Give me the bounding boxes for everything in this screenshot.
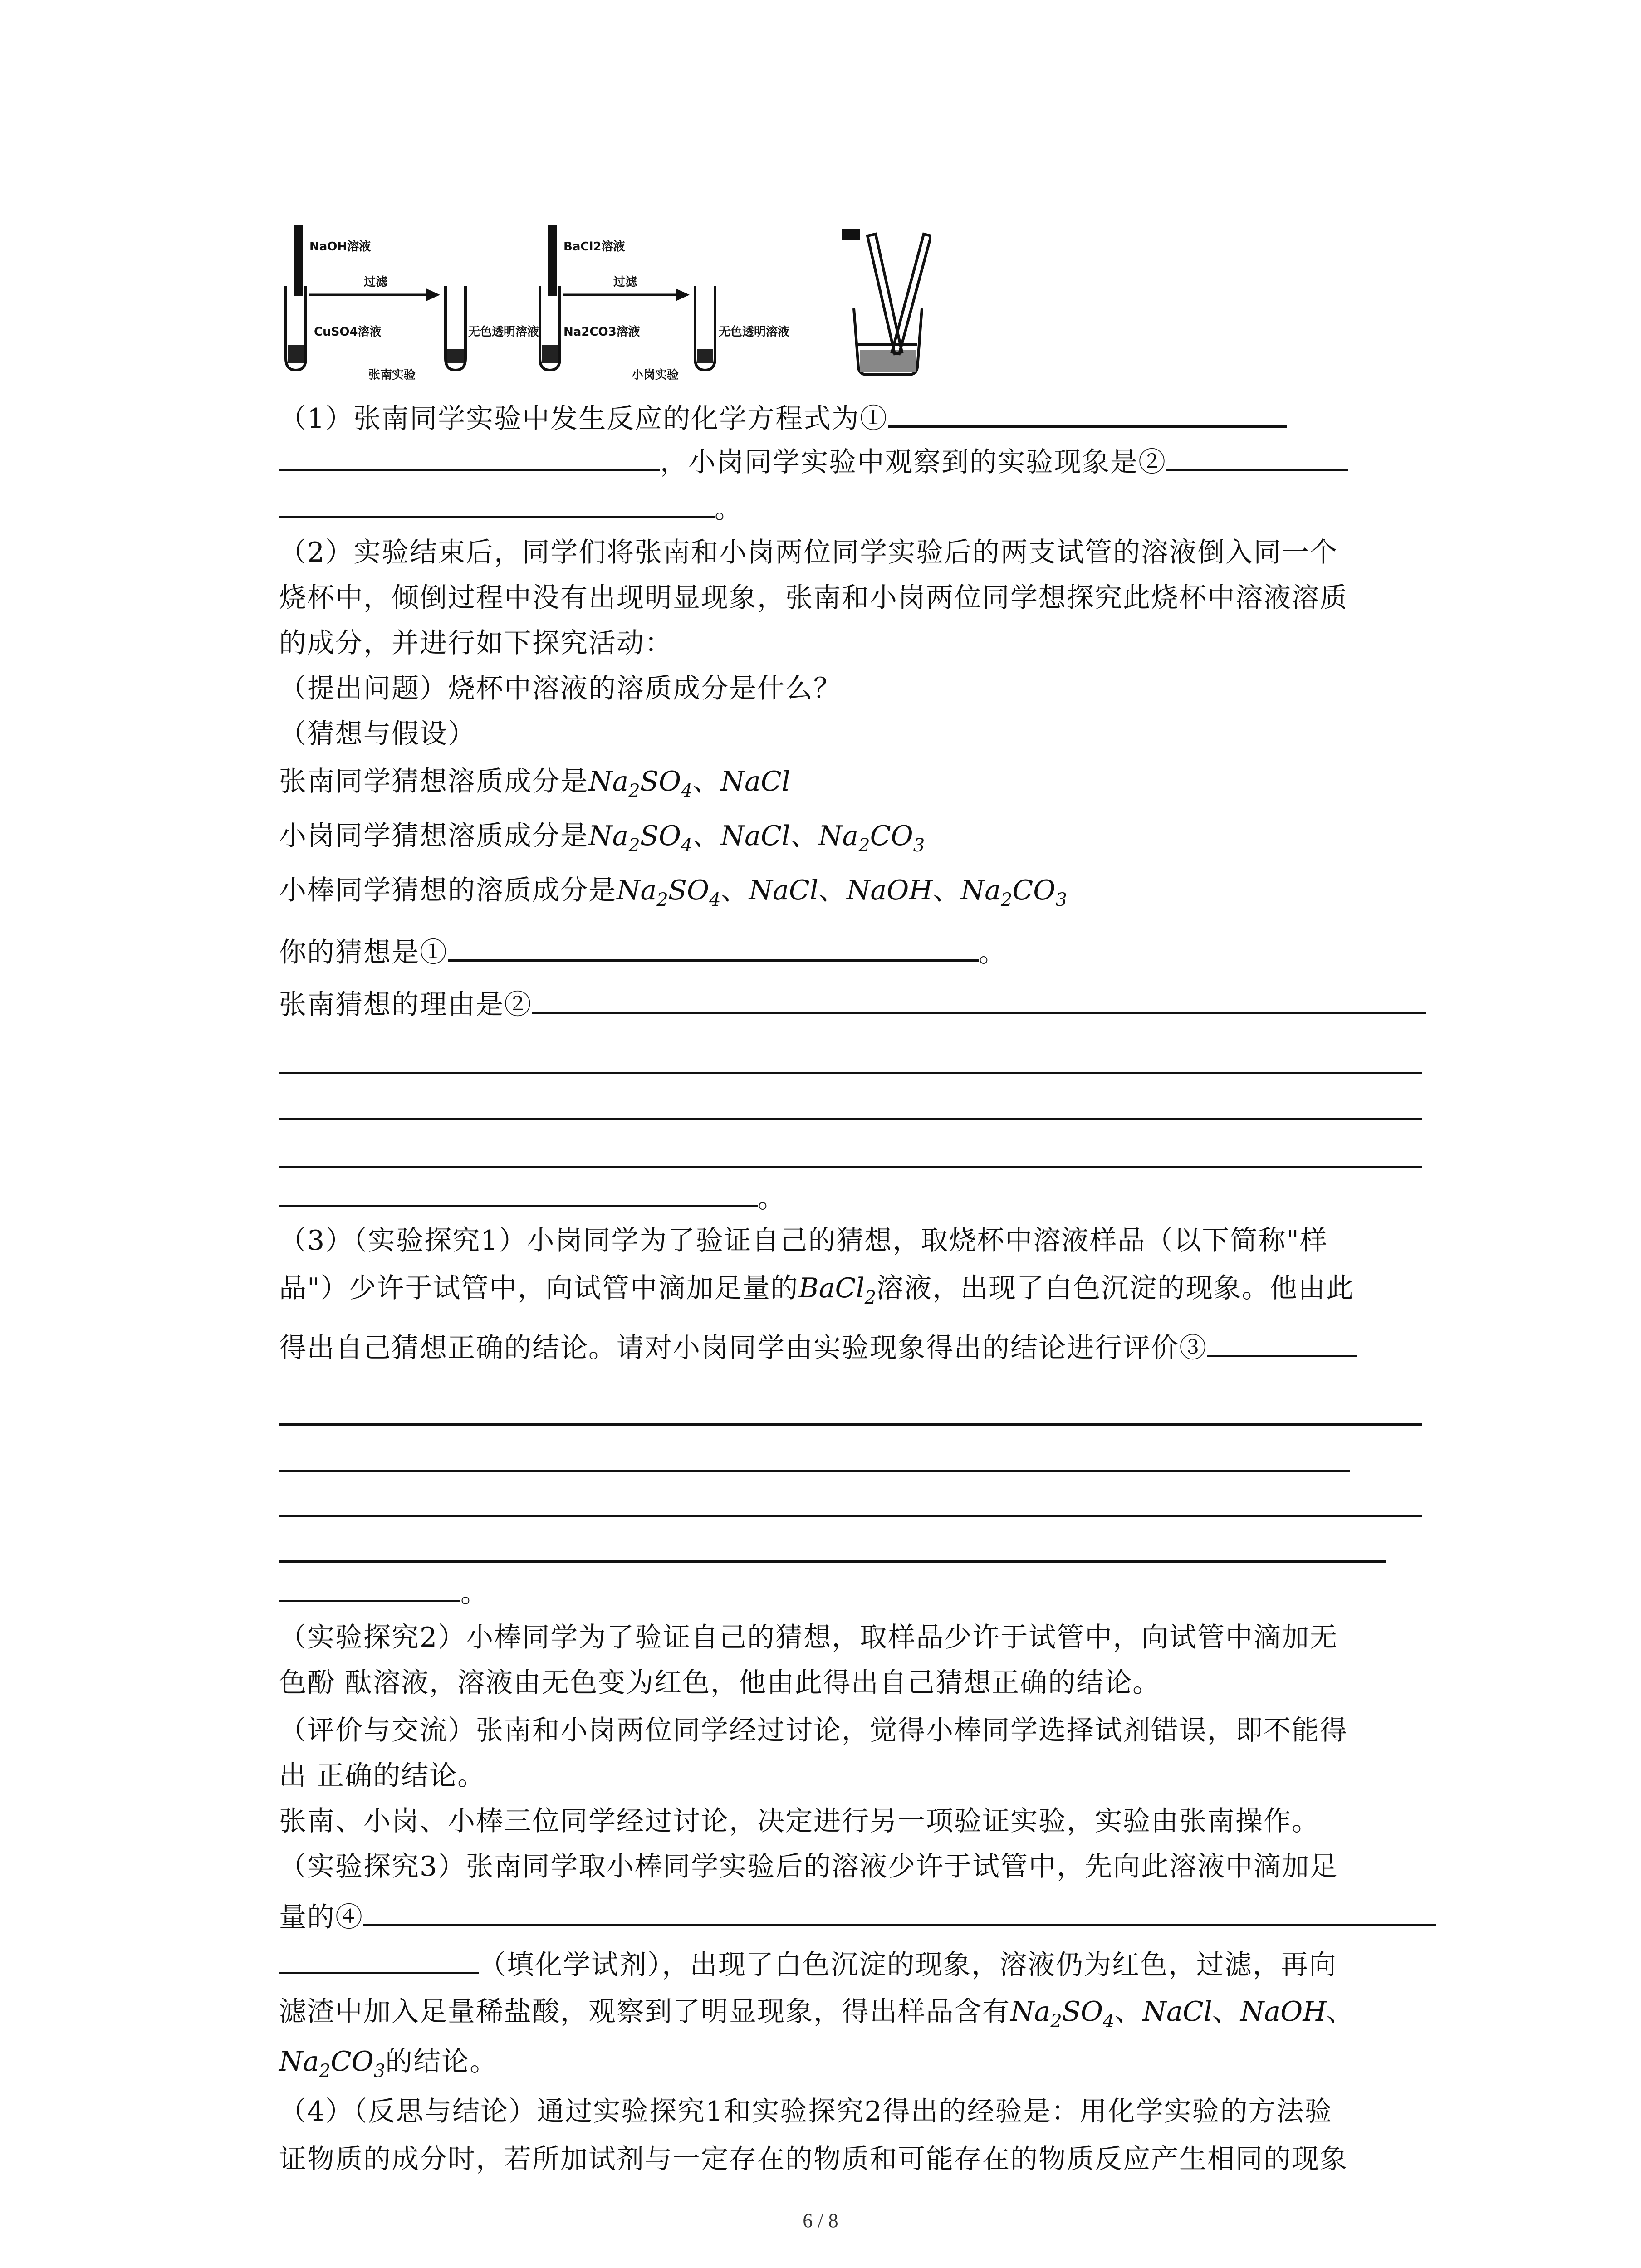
- zhangnan-reason: [279, 983, 1426, 1020]
- formula-bacl2: BaCl$_2$: [798, 1272, 877, 1308]
- test-tube-result-1: [446, 286, 465, 370]
- test-tube-zhangnan: [286, 227, 306, 370]
- formula-naoh: NaOH: [846, 875, 933, 906]
- formula-naoh: NaOH: [1240, 1996, 1327, 2028]
- page-number: 6 / 8: [803, 2209, 838, 2232]
- formula-nacl: NaCl: [720, 820, 790, 852]
- experiment-diagram: [278, 222, 931, 386]
- answer-blank-q2-2[interactable]: [532, 983, 1426, 1014]
- answer-blank-q3-4-cont[interactable]: [279, 1944, 479, 1974]
- exp3-line-3: （填化学试剂），出现了白色沉淀的现象，溶液仍为红色，过滤，再向: [279, 1944, 1337, 1980]
- reason-end-line: 。: [279, 1177, 786, 1213]
- test-tube-result-2: [695, 286, 715, 370]
- formula-nacl: NaCl: [720, 766, 790, 797]
- result-label-2: 无色透明溶液: [719, 325, 790, 339]
- exp3-line-5: $Na_2CO_3$的结论。: [279, 2046, 498, 2082]
- eval-line-1: （评价与交流）张南和小岗两位同学经过讨论，觉得小棒同学选择试剂错误，即不能得: [279, 1715, 1348, 1746]
- reason-label: 张南猜想的理由是②: [279, 989, 532, 1021]
- q2-line-1: （2）实验结束后，同学们将张南和小岗两位同学实验后的两支试管的溶液倒入同一个: [279, 537, 1338, 568]
- answer-rule-q2-a[interactable]: [279, 1072, 1422, 1074]
- answer-rule-q3-b[interactable]: [279, 1470, 1350, 1472]
- test-tube-xiaogang: [540, 227, 560, 370]
- cuso4-label: CuSO4溶液: [314, 325, 382, 339]
- q3-line-3: 得出自己猜想正确的结论。请对小岗同学由实验现象得出的结论进行评价③: [279, 1327, 1357, 1363]
- q1-text-2: ，小岗同学实验中观察到的实验现象是②: [660, 446, 1166, 478]
- answer-blank-q3-4[interactable]: [363, 1896, 1436, 1926]
- zhangnan-guess: 张南同学猜想溶质成分是$Na_2SO_4$、NaCl: [279, 766, 790, 802]
- formula-na2co3: $Na_2CO_3$: [279, 2046, 386, 2082]
- q4-line-1: （4）（反思与结论）通过实验探究1和实验探究2得出的经验是：用化学实验的方法验: [279, 2096, 1333, 2127]
- result-label-1: 无色透明溶液: [468, 325, 539, 339]
- q1-text-1: （1）张南同学实验中发生反应的化学方程式为①: [279, 403, 888, 435]
- caption-zhangnan: 张南实验: [368, 368, 416, 382]
- filter-label-2: 过滤: [613, 275, 637, 289]
- q2-line-2: 烧杯中，倾倒过程中没有出现明显现象，张南和小岗两位同学想探究此烧杯中溶液溶质: [279, 582, 1348, 614]
- xiaobang-guess: 小棒同学猜想的溶质成分是$Na_2SO_4$、NaCl、NaOH、$Na_2CO_3$: [279, 875, 1067, 910]
- formula-na2so4: $Na_2SO_4$: [617, 875, 721, 910]
- naoh-label: NaOH溶液: [309, 240, 371, 254]
- answer-rule-q2-b[interactable]: [279, 1118, 1422, 1120]
- xiaogang-guess: 小岗同学猜想溶质成分是$Na_2SO_4$、NaCl、$Na_2CO_3$: [279, 820, 925, 856]
- q1-line-3: [279, 488, 743, 524]
- answer-blank-q1-1[interactable]: [888, 397, 1287, 428]
- xiaobang-guess-prefix: 小棒同学猜想的溶质成分是: [279, 875, 617, 906]
- formula-nacl: NaCl: [749, 875, 818, 906]
- answer-blank-q2-2-end[interactable]: [279, 1177, 758, 1207]
- answer-blank-q1-2-cont[interactable]: [279, 488, 715, 518]
- exp3-line-4: 滤渣中加入足量稀盐酸，观察到了明显现象，得出样品含有$Na_2SO_4$、NaCl、NaOH、: [279, 1996, 1355, 2032]
- filter-label-1: 过滤: [364, 275, 388, 289]
- exp2-line-1: （实验探究2）小棒同学为了验证自己的猜想，取样品少许于试管中，向试管中滴加无: [279, 1622, 1338, 1653]
- q1-line-1: [279, 397, 1287, 434]
- formula-nacl: NaCl: [1142, 1996, 1212, 2028]
- q3-line-1: （3）（实验探究1）小岗同学为了验证自己的猜想，取烧杯中溶液样品（以下简称"样: [279, 1225, 1328, 1256]
- exp3-line-2: 量的④: [279, 1896, 1436, 1932]
- answer-rule-q3-a[interactable]: [279, 1423, 1422, 1426]
- answer-blank-q3-3[interactable]: [1207, 1327, 1357, 1357]
- formula-na2so4: $Na_2SO_4$: [588, 766, 693, 802]
- answer-rule-q3-c[interactable]: [279, 1515, 1422, 1517]
- arrow-2: [563, 290, 687, 299]
- answer-blank-q1-2[interactable]: [1166, 441, 1348, 471]
- experiment-figure: [278, 222, 931, 386]
- q2-problem: （提出问题）烧杯中溶液的溶质成分是什么？: [279, 673, 842, 704]
- formula-na2so4: $Na_2SO_4$: [588, 820, 693, 856]
- eval-line-2: 出 正确的结论。: [279, 1760, 486, 1792]
- your-guess: 你的猜想是① 。: [279, 931, 1007, 968]
- formula-na2co3: $Na_2CO_3$: [960, 875, 1067, 910]
- q2-hypothesis: （猜想与假设）: [279, 718, 476, 750]
- bacl2-label: BaCl2溶液: [563, 240, 625, 254]
- exp3-line-1: （实验探究3）张南同学取小棒同学实验后的溶液少许于试管中，先向此溶液中滴加足: [279, 1851, 1338, 1882]
- q1-end: 。: [715, 493, 743, 525]
- zhangnan-guess-prefix: 张南同学猜想溶质成分是: [279, 766, 588, 797]
- answer-blank-q1-1-cont[interactable]: [279, 441, 660, 471]
- formula-na2so4: $Na_2SO_4$: [1010, 1996, 1115, 2032]
- q2-line-3: 的成分，并进行如下探究活动：: [279, 627, 673, 659]
- formula-na2co3: $Na_2CO_3$: [818, 820, 925, 856]
- answer-rule-q3-d[interactable]: [279, 1560, 1386, 1563]
- na2co3-label: Na2CO3溶液: [563, 325, 640, 339]
- q3-line-2: 品"）少许于试管中，向试管中滴加足量的BaCl$_2$溶液，出现了白色沉淀的现象。他由此: [279, 1272, 1355, 1308]
- exp2-line-2: 色酚 酞溶液，溶液由无色变为红色，他由此得出自己猜想正确的结论。: [279, 1667, 1161, 1699]
- answer-blank-q3-3-end[interactable]: [279, 1572, 460, 1602]
- your-guess-label: 你的猜想是①: [279, 937, 448, 968]
- beaker-icon: [843, 230, 931, 375]
- q3-eval-end: 。: [279, 1572, 489, 1608]
- answer-blank-q2-1[interactable]: [448, 931, 979, 962]
- arrow-1: [309, 290, 437, 299]
- xiaogang-guess-prefix: 小岗同学猜想溶质成分是: [279, 820, 588, 852]
- answer-rule-q2-c[interactable]: [279, 1166, 1422, 1168]
- agree-line: 张南、小岗、小棒三位同学经过讨论，决定进行另一项验证实验，实验由张南操作。: [279, 1805, 1320, 1837]
- q4-line-2: 证物质的成分时，若所加试剂与一定存在的物质和可能存在的物质反应产生相同的现象: [279, 2143, 1348, 2175]
- q1-line-2: [279, 441, 1348, 477]
- caption-xiaogang: 小岗实验: [632, 368, 679, 382]
